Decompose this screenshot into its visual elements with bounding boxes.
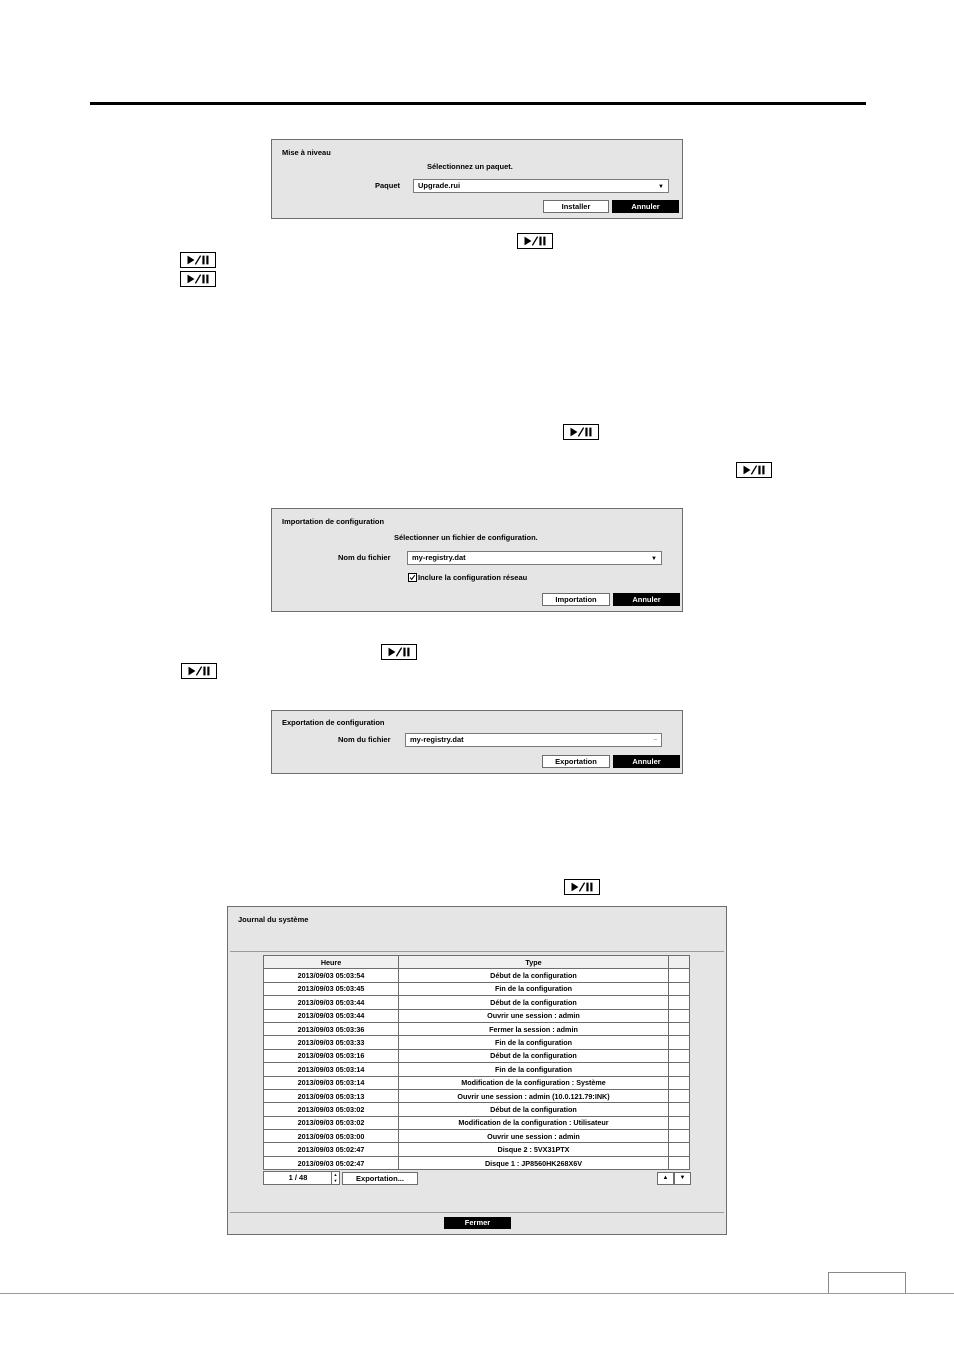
filename-label: Nom du fichier [338,553,391,562]
import-dialog-title: Importation de configuration [282,517,385,526]
row-type: Fermer la session : admin [399,1022,669,1035]
row-type: Début de la configuration [399,1103,669,1116]
row-type: Fin de la configuration [399,1063,669,1076]
row-type: Ouvrir une session : admin [399,1130,669,1143]
include-network-checkbox[interactable] [408,573,417,582]
row-time: 2013/09/03 05:02:47 [264,1156,399,1169]
row-type: Fin de la configuration [399,982,669,995]
import-prompt: Sélectionner un fichier de configuration. [394,533,538,542]
row-time: 2013/09/03 05:03:54 [264,969,399,982]
package-value: Upgrade.rui [418,181,461,190]
scrollbar-track[interactable] [669,1049,690,1062]
system-log-dialog [227,906,727,1235]
filename-select[interactable] [407,551,662,565]
row-time: 2013/09/03 05:03:16 [264,1049,399,1062]
scrollbar-track[interactable] [669,1156,690,1169]
package-select[interactable] [413,179,669,193]
scrollbar-track[interactable] [669,1009,690,1022]
table-row[interactable] [264,1156,690,1169]
log-table [263,955,690,1170]
table-row[interactable] [264,1089,690,1102]
row-time: 2013/09/03 05:03:02 [264,1116,399,1129]
table-row[interactable] [264,982,690,995]
scrollbar-track[interactable] [669,1063,690,1076]
row-type: Disque 1 : JP8560HK268X6V [399,1156,669,1169]
down-arrow-icon[interactable]: ▼ [674,1172,691,1185]
close-button[interactable]: Fermer [444,1217,511,1229]
filename-value: my-registry.dat [410,735,464,744]
play-pause-icon [381,644,417,660]
scrollbar-track[interactable] [669,996,690,1009]
table-row[interactable] [264,1036,690,1049]
play-pause-icon [563,424,599,440]
header-rule [90,102,866,105]
scrollbar-track[interactable] [669,1143,690,1156]
filename-input[interactable] [405,733,662,747]
row-time: 2013/09/03 05:03:14 [264,1076,399,1089]
filename-value: my-registry.dat [412,553,466,562]
row-type: Ouvrir une session : admin (10.0.121.79:INK) [399,1089,669,1102]
install-button[interactable]: Installer [543,200,609,213]
row-type: Début de la configuration [399,996,669,1009]
play-pause-icon [564,879,600,895]
table-row[interactable] [264,996,690,1009]
scrollbar-track[interactable] [669,1103,690,1116]
export-dialog [271,710,683,774]
dropdown-arrow-icon[interactable]: ▼ [658,184,664,190]
row-time: 2013/09/03 05:03:44 [264,996,399,1009]
cancel-button[interactable]: Annuler [612,200,679,213]
footer-rule [0,1293,954,1294]
column-header-time[interactable]: Heure [264,956,399,969]
table-row[interactable] [264,1049,690,1062]
row-time: 2013/09/03 05:03:33 [264,1036,399,1049]
row-type: Début de la configuration [399,1049,669,1062]
page-stepper[interactable] [263,1171,340,1185]
row-time: 2013/09/03 05:03:13 [264,1089,399,1102]
dropdown-arrow-icon[interactable]: ▼ [651,556,657,562]
spin-arrows-icon[interactable]: ▲ ▼ [331,1172,339,1184]
table-row[interactable] [264,1130,690,1143]
table-row[interactable] [264,1116,690,1129]
play-pause-icon [180,252,216,268]
row-type: Modification de la configuration : Utilisateur [399,1116,669,1129]
scrollbar-header [669,956,690,969]
row-time: 2013/09/03 05:03:36 [264,1022,399,1035]
table-row[interactable] [264,1143,690,1156]
cancel-button[interactable]: Annuler [613,593,680,606]
filename-label: Nom du fichier [338,735,391,744]
row-time: 2013/09/03 05:02:47 [264,1143,399,1156]
export-button[interactable]: Exportation [542,755,610,768]
scrollbar-track[interactable] [669,1036,690,1049]
scrollbar-track[interactable] [669,1076,690,1089]
package-label: Paquet [375,181,401,190]
row-type: Disque 2 : 5VX31PTX [399,1143,669,1156]
text-cursor-icon: _ [653,735,657,741]
column-header-type[interactable]: Type [399,956,669,969]
row-type: Ouvrir une session : admin [399,1009,669,1022]
page-indicator: 1 / 48 [288,1173,308,1182]
scrollbar-track[interactable] [669,1089,690,1102]
include-network-label: Inclure la configuration réseau [418,573,528,582]
play-pause-icon [181,663,217,679]
scrollbar-track[interactable] [669,1130,690,1143]
row-type: Fin de la configuration [399,1036,669,1049]
export-log-button[interactable]: Exportation... [342,1172,418,1185]
upgrade-prompt: Sélectionnez un paquet. [427,162,513,171]
up-arrow-icon[interactable]: ▲ [657,1172,674,1185]
import-dialog [271,508,683,612]
row-time: 2013/09/03 05:03:02 [264,1103,399,1116]
upgrade-dialog-title: Mise à niveau [282,148,331,157]
scrollbar-track[interactable] [669,1022,690,1035]
play-pause-icon [517,233,553,249]
table-row[interactable] [264,1009,690,1022]
table-row[interactable] [264,1103,690,1116]
table-row[interactable] [264,1063,690,1076]
table-row[interactable] [264,1022,690,1035]
export-dialog-title: Exportation de configuration [282,718,385,727]
row-time: 2013/09/03 05:03:00 [264,1130,399,1143]
play-pause-icon [180,271,216,287]
table-row[interactable] [264,1076,690,1089]
import-button[interactable]: Importation [542,593,610,606]
table-row[interactable] [264,969,690,982]
row-type: Modification de la configuration : Système [399,1076,669,1089]
system-log-title: Journal du système [238,915,309,924]
cancel-button[interactable]: Annuler [613,755,680,768]
upgrade-dialog [271,139,683,219]
row-time: 2013/09/03 05:03:44 [264,1009,399,1022]
scrollbar-track[interactable] [669,969,690,982]
row-time: 2013/09/03 05:03:45 [264,982,399,995]
page-number-tab [828,1272,906,1294]
row-time: 2013/09/03 05:03:14 [264,1063,399,1076]
play-pause-icon [736,462,772,478]
row-type: Début de la configuration [399,969,669,982]
scrollbar-track[interactable] [669,982,690,995]
scrollbar-track[interactable] [669,1116,690,1129]
